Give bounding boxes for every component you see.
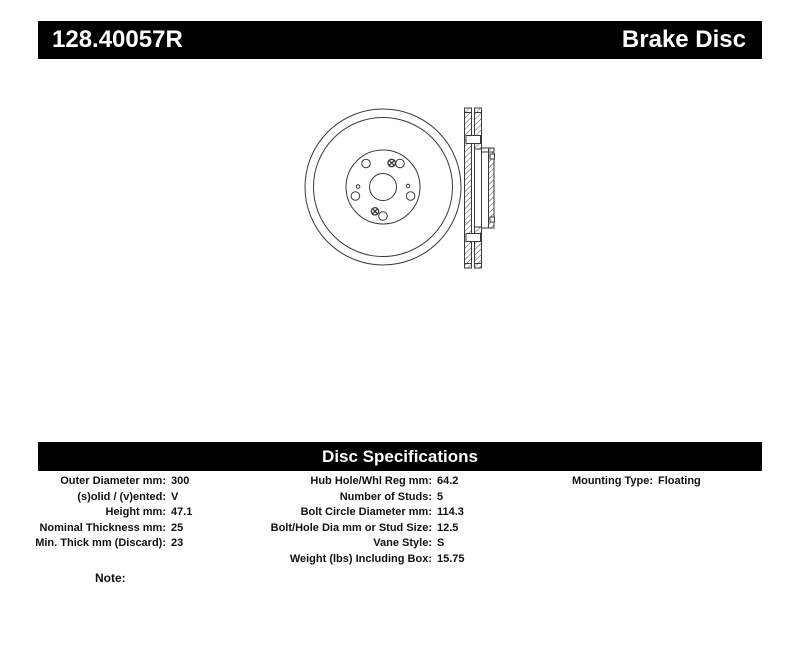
brake-disc-cross-section-view	[465, 108, 495, 268]
section-hat-notch	[490, 154, 495, 159]
spec-value: Floating	[658, 475, 701, 487]
spec-column-middle	[267, 474, 465, 567]
friction-surface-circle	[314, 118, 453, 257]
product-type-title: Brake Disc	[621, 26, 746, 53]
spec-value: 15.75	[437, 552, 465, 565]
outer-diameter-circle	[305, 109, 461, 265]
section-left-plate	[465, 108, 472, 268]
spec-row-nominal-thickness	[35, 521, 192, 537]
spec-value: 25	[171, 521, 184, 534]
spec-value: 64.2	[437, 475, 459, 487]
spec-value: 5	[437, 490, 444, 503]
spec-value: V	[171, 490, 179, 503]
spec-column-left	[35, 474, 192, 552]
spec-label: Bolt Circle Diameter mm:	[300, 506, 432, 518]
spec-row-height	[35, 505, 192, 521]
spec-label: Height mm:	[105, 506, 166, 518]
spec-row-min-thick	[35, 536, 192, 552]
section-hat-wall	[489, 148, 495, 228]
small-hole	[356, 185, 360, 189]
section-hat-notch	[490, 217, 495, 222]
section-right-plate-middle	[475, 149, 482, 227]
stud-hole	[362, 159, 371, 168]
stud-hole	[351, 192, 360, 201]
spec-label: (s)olid / (v)ented:	[77, 490, 166, 503]
section-vent-rib	[466, 234, 481, 242]
spec-label: Min. Thick mm (Discard):	[35, 537, 166, 549]
spec-row-hub-hole	[267, 474, 465, 490]
spec-label: Bolt/Hole Dia mm or Stud Size:	[270, 521, 432, 534]
technical-drawing	[285, 90, 515, 285]
spec-section-title: Disc Specifications	[322, 446, 478, 466]
spec-row-mounting-type	[500, 474, 701, 490]
spec-value: S	[437, 537, 445, 549]
spec-section-title-bar	[38, 442, 762, 471]
spec-row-bolt-hole-dia	[267, 521, 465, 537]
part-number: 128.40057R	[52, 26, 183, 53]
stud-hole	[396, 159, 405, 168]
spec-row-outer-diameter	[35, 474, 192, 490]
spec-value: 23	[171, 537, 184, 549]
spec-label: Mounting Type:	[571, 475, 653, 487]
spec-value: 114.3	[437, 506, 464, 518]
header-bar	[38, 21, 762, 59]
stud-hole	[406, 192, 415, 201]
center-bore-circle	[370, 174, 397, 201]
small-hole	[406, 184, 410, 188]
spec-label: Nominal Thickness mm:	[39, 521, 166, 534]
spec-label: Hub Hole/Whl Reg mm:	[310, 475, 432, 487]
spec-label: Number of Studs:	[339, 490, 432, 503]
spec-label: Vane Style:	[373, 537, 432, 549]
spec-row-vane-style	[267, 536, 465, 552]
crossed-hole-mark	[388, 159, 395, 166]
brake-disc-drawing-svg	[285, 90, 515, 285]
spec-label: Weight (lbs) Including Box:	[289, 552, 432, 565]
spec-value: 12.5	[437, 521, 459, 534]
spec-row-solid-vented	[35, 490, 192, 506]
spec-row-bolt-circle-diameter	[267, 505, 465, 521]
spec-row-number-of-studs	[267, 490, 465, 506]
brake-disc-front-view	[305, 109, 461, 265]
spec-value: 47.1	[171, 506, 193, 518]
stud-hole	[379, 212, 388, 221]
spec-label: Outer Diameter mm:	[60, 475, 166, 487]
spec-row-weight	[267, 552, 465, 568]
note-label: Note:	[95, 571, 126, 585]
section-vent-rib	[466, 136, 481, 144]
spec-value: 300	[171, 475, 190, 487]
crossed-hole-mark	[371, 208, 378, 215]
spec-column-right	[500, 474, 701, 490]
